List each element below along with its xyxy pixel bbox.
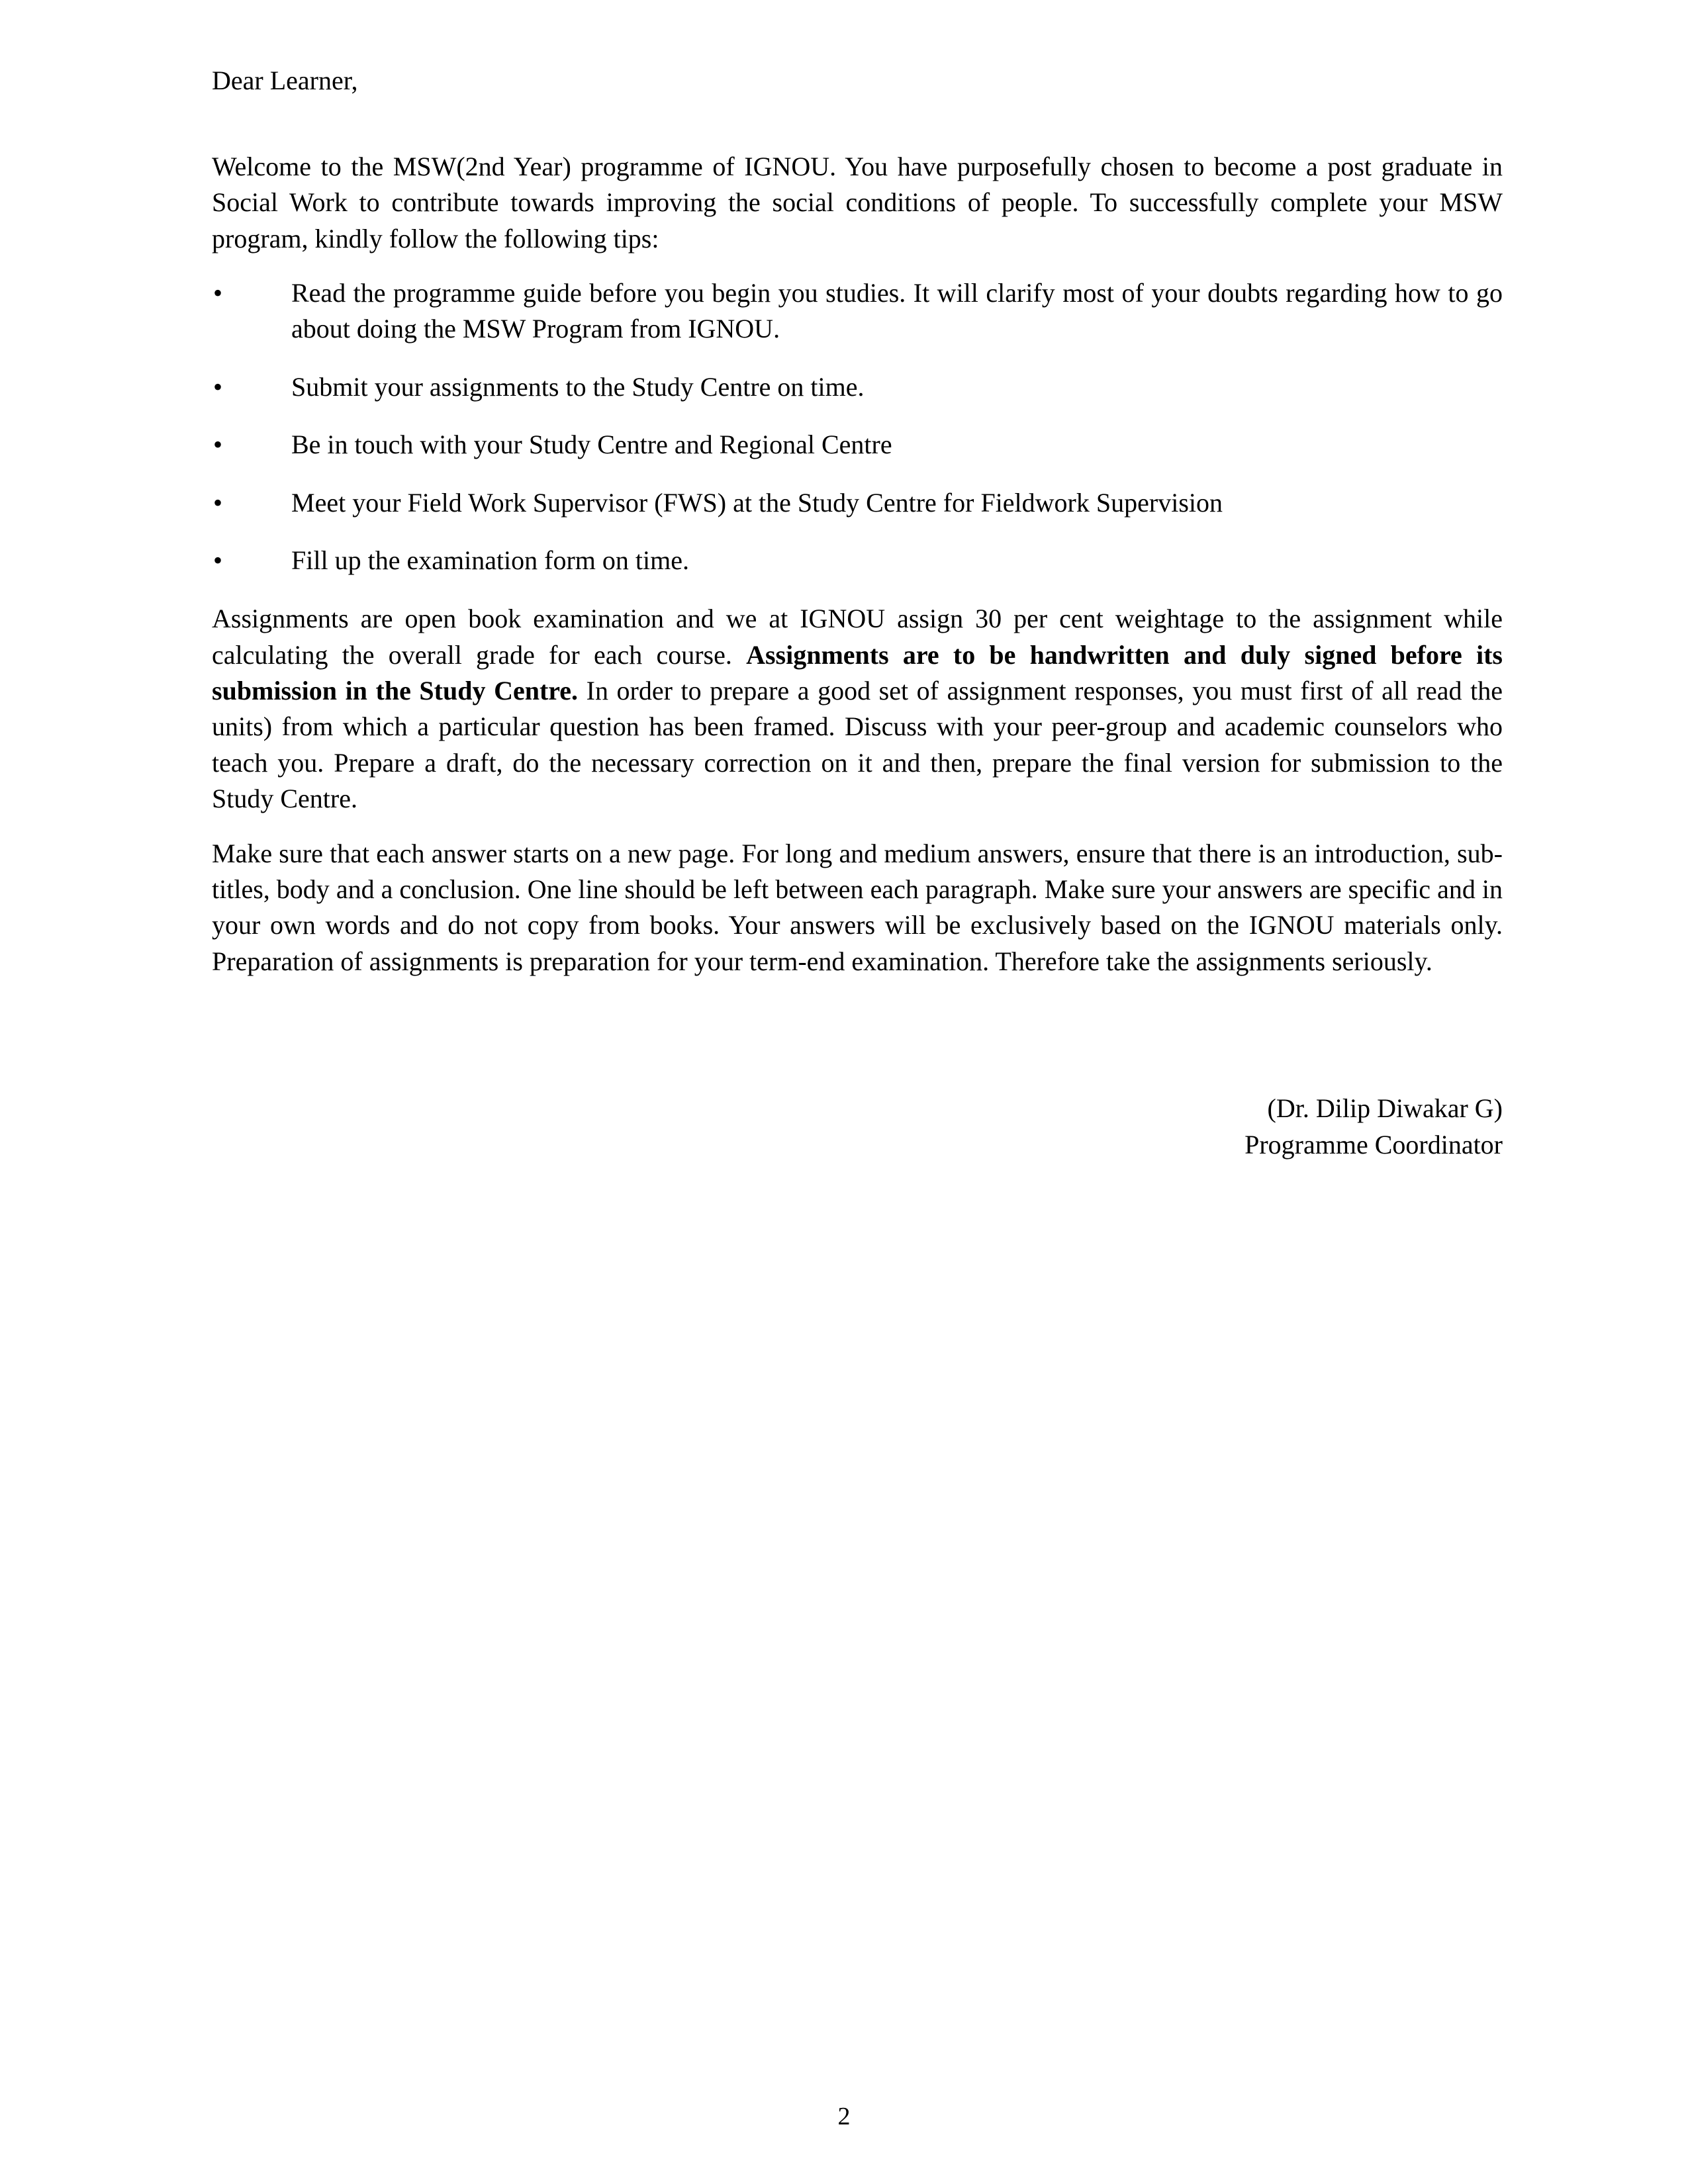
bullet-point-icon: • (213, 545, 223, 575)
intro-paragraph: Welcome to the MSW(2nd Year) programme of IGNOU. You have purposefully chosen to become a post graduate in Social Work to contribute towards improving the social conditions of people. To successfully complete your MSW program, kindly follow the following tips: (212, 151, 1503, 253)
list-item (212, 275, 1503, 347)
list-item-text: Read the programme guide before you begin you studies. It will clarify most of your doubts regarding how to go about doing the MSW Program from IGNOU. (291, 277, 1503, 344)
list-item-text: Submit your assignments to the Study Centre on time. (291, 371, 865, 402)
assignments-paragraph-emphasis: Assignments are to be handwritten and duly signed before its submission in the Study Centre. (212, 639, 1503, 706)
list-item (212, 369, 1503, 405)
bullet-point-icon: • (213, 277, 223, 308)
list-item-text: Meet your Field Work Supervisor (FWS) at the Study Centre for Fieldwork Supervision (291, 487, 1223, 518)
signature-name: (Dr. Dilip Diwakar G) (1267, 1093, 1503, 1124)
list-item (212, 427, 1503, 463)
answers-paragraph: Make sure that each answer starts on a new page. For long and medium answers, ensure that there is an introduction, sub-titles, body and a conclusion. One line should be left between each paragraph. Make sure your answers are specific and in your own words and do not copy from books. Your answers will be exclusively based on the IGNOU materials only. Preparation of assignments is preparation for your term-end examination. Therefore take the assignments seriously. (212, 838, 1503, 976)
document-body (212, 64, 1503, 1163)
signature-block (212, 1091, 1503, 1163)
salutation-spacer (212, 99, 1503, 149)
bullet-point-icon: • (213, 487, 223, 518)
assignments-paragraph (212, 601, 1503, 817)
tips-list (212, 275, 1503, 578)
list-item (212, 485, 1503, 521)
assignments-paragraph-lead: Assignments are open book examination and we at IGNOU assign 30 per cent weightage to the assignment while calculating the overall grade for each course. (212, 604, 1503, 670)
assignments-paragraph-tail: In order to prepare a good set of assignment responses, you must first of all read the units) from which a particular question has been framed. Discuss with your peer-group and academic counselors who teach you. Prepare a draft, do the necessary correction on it and then, prepare the final version for submission to the Study Centre. (212, 676, 1503, 814)
bullet-point-icon: • (213, 430, 223, 460)
bullet-point-icon: • (213, 371, 223, 402)
list-item-text: Be in touch with your Study Centre and Regional Centre (291, 430, 892, 460)
list-paragraph-spacer (212, 589, 1503, 601)
signature-designation: Programme Coordinator (1244, 1129, 1503, 1160)
list-item-text: Fill up the examination form on time. (291, 545, 690, 575)
salutation: Dear Learner, (212, 66, 358, 95)
page-number: 2 (837, 2103, 851, 2130)
list-item (212, 543, 1503, 578)
